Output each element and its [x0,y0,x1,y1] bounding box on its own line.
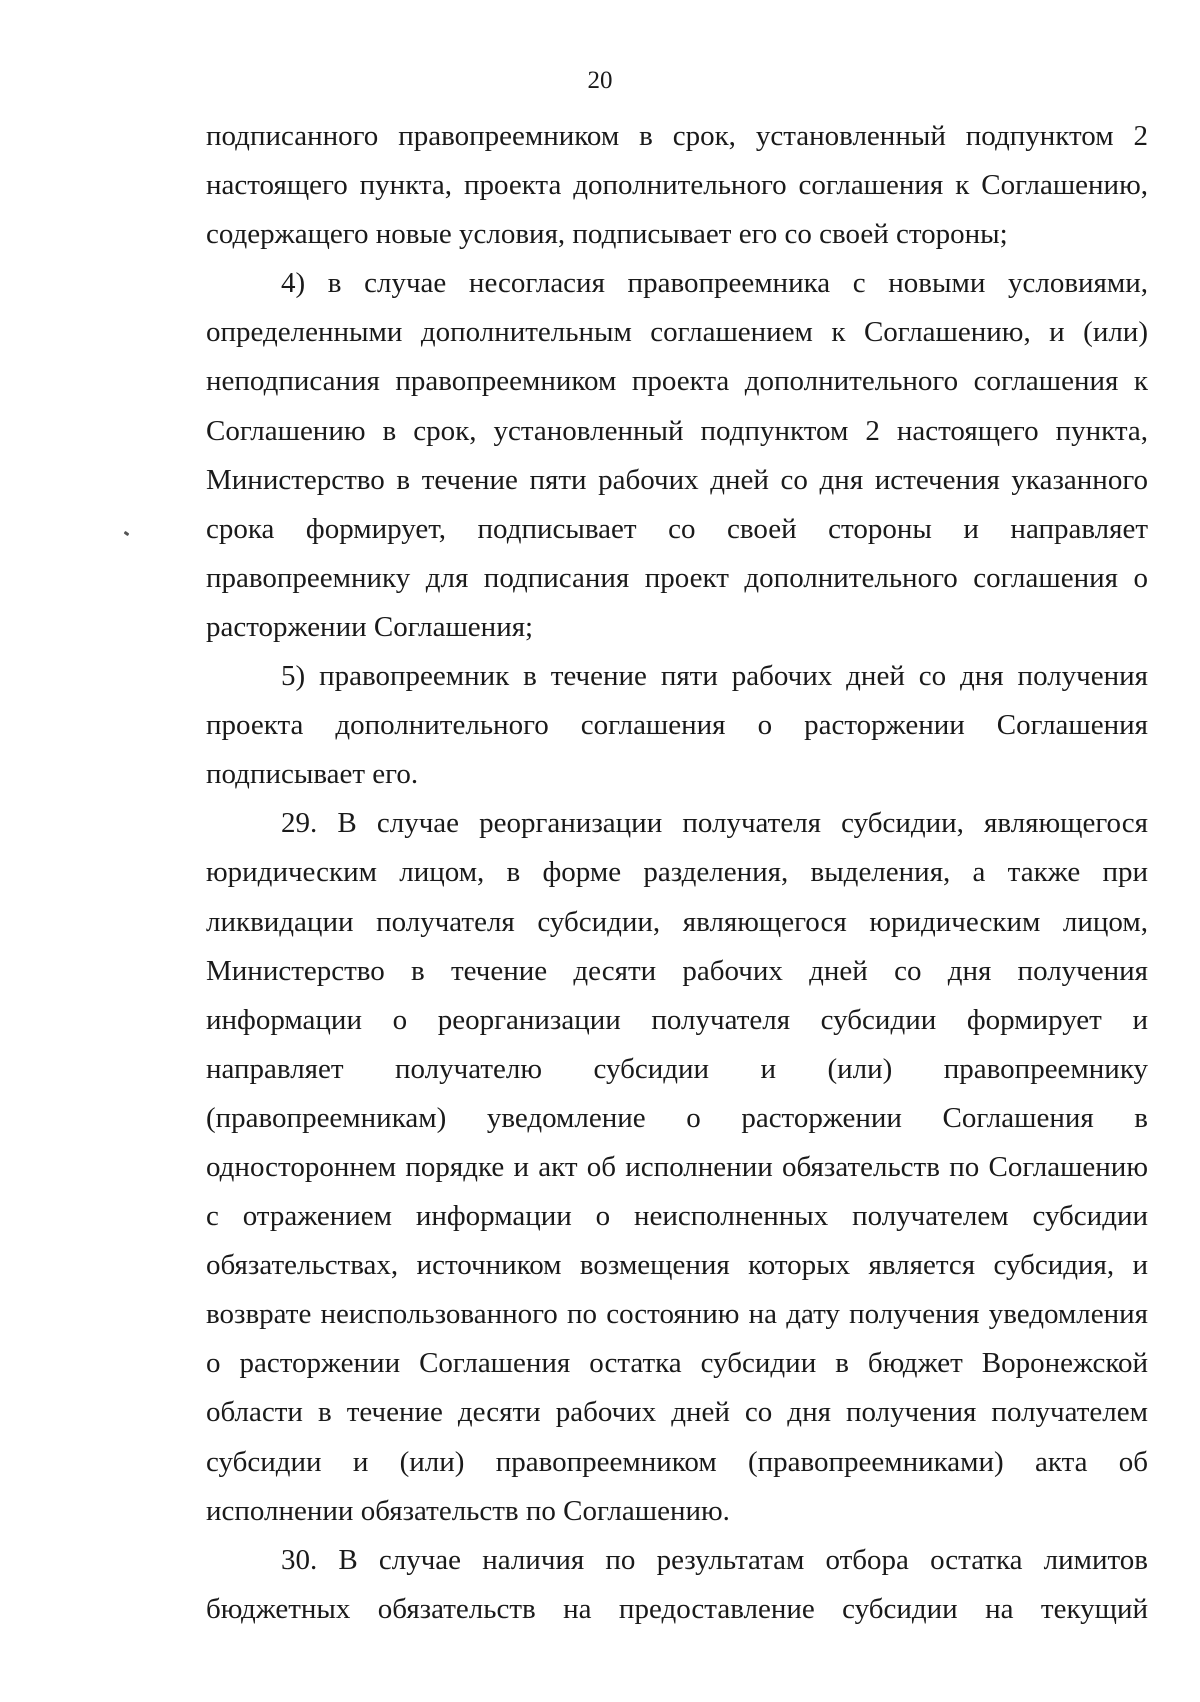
paragraph-clause-30: 30. В случае наличия по результатам отбора остатка лимитов бюджетных обязательств на предоставление субсидии на текущий [206,1543,1148,1625]
paragraph-item-4: 4) в случае несогласия правопреемника с новыми условиями, определенными дополнительным соглашением к Соглашению, и (или) неподписания правопреемником проекта дополнительного соглашения к Соглашению в срок, установленный подпунктом 2 настоящего пункта, Министерство в течение пяти рабочих дней со дня истечения указанного срока формирует, подписывает со своей стороны и направляет правопреемнику для подписания проект дополнительного соглашения о расторжении Соглашения; [206,267,1148,643]
paragraph-item-5: 5) правопреемник в течение пяти рабочих дней со дня получения проекта дополнительного соглашения о расторжении Соглашения подписывает его. [206,660,1148,791]
page-number: 20 [587,67,613,94]
document-body [206,112,1148,1634]
paragraph-continuation: подписанного правопреемником в срок, установленный подпунктом 2 настоящего пункта, проекта дополнительного соглашения к Соглашению, содержащего новые условия, подписывает его со своей стороны; [206,120,1148,251]
paragraph-clause-29: 29. В случае реорганизации получателя субсидии, являющегося юридическим лицом, в форме разделения, выделения, а также при ликвидации получателя субсидии, являющегося юридическим лицом, Министерство в течение десяти рабочих дней со дня получения информации о реорганизации получателя субсидии формирует и направляет получателю субсидии и (или) правопреемнику (правопреемникам) уведомление о расторжении Соглашения в одностороннем порядке и акт об исполнении обязательств по Соглашению с отражением информации о неисполненных получателем субсидии обязательствах, источником возмещения которых является субсидия, и возврате неиспользованного по состоянию на дату получения уведомления о расторжении Соглашения остатка субсидии в бюджет Воронежской области в течение десяти рабочих дней со дня получения получателем субсидии и (или) правопреемником (правопреемниками) акта об исполнении обязательств по Соглашению. [206,807,1148,1527]
scan-artifact [124,531,130,536]
